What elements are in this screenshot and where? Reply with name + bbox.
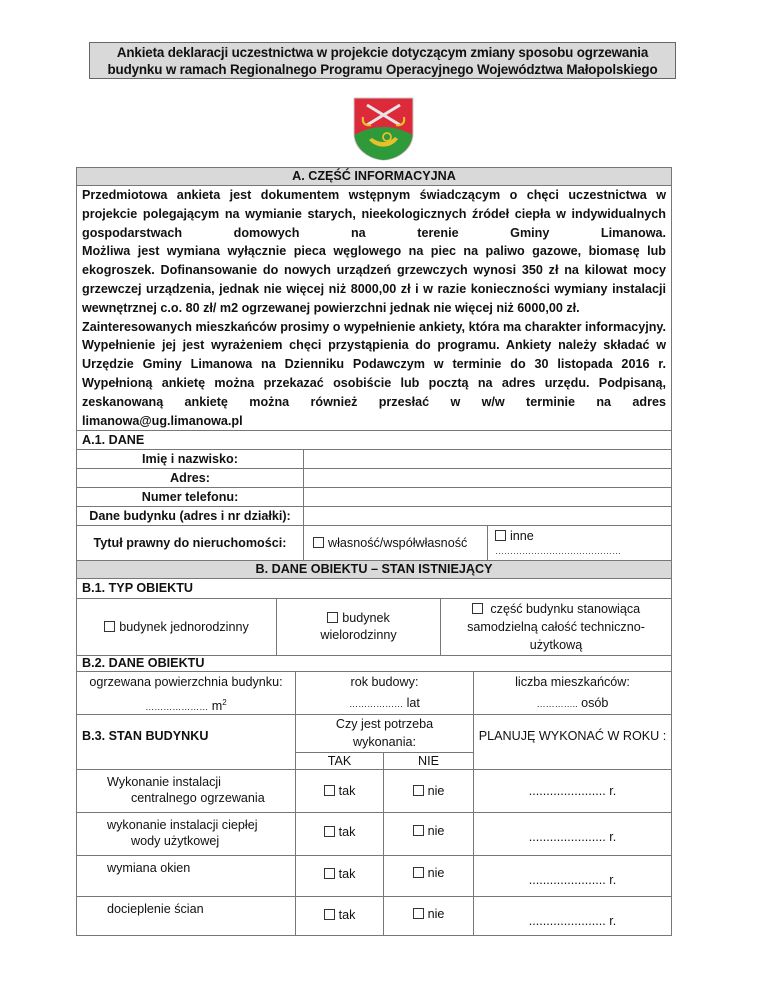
plan-year-input[interactable]: ...................... r. — [528, 873, 617, 887]
checkbox[interactable] — [104, 621, 115, 632]
unit: m — [211, 699, 223, 714]
no-option[interactable] — [384, 897, 473, 936]
section-b-header: B. DANE OBIEKTU – STAN ISTNIEJĄCY — [77, 561, 671, 578]
type-option-multi-family[interactable] — [277, 599, 440, 655]
heated-area-field[interactable] — [77, 672, 295, 714]
residents-field[interactable] — [474, 672, 671, 708]
info-paragraph — [77, 186, 671, 430]
para-1: Przedmiotowa ankieta jest dokumentem wstępnym świadczącym o chęci uczestnictwa w projekcie polegającym na wymianie starych, nieekologicznych źródeł ciepła w indywidualnych gospodarstwach domowych na terenie Gminy Limanowa. — [82, 188, 666, 240]
unit-superscript: 2 — [222, 698, 227, 707]
b3-header: B.3. STAN BUDYNKU — [82, 729, 209, 743]
checkbox[interactable] — [495, 530, 506, 541]
no-column-header: NIE — [418, 754, 439, 768]
residents-value[interactable]: ………….. — [536, 699, 578, 709]
para-2: Możliwa jest wymiana wyłącznie pieca węglowego na piec na paliwo gazowe, biomasę lub ekogroszek. Dofinansowanie do nowych urządzeń grzewczych wynosi 350 zł na kilowat mocy grzewczej urządzenia, jednak nie więcej niż 8000,00 zł i w razie konieczności wymiany instalacji wewnętrznej c.o. 80 zł/ m2 ogrzewanej powierzchni jednak nie więcej niż 6000,00 zł. — [82, 244, 666, 315]
checkbox[interactable] — [327, 612, 338, 623]
plan-year-input[interactable]: ...................... r. — [528, 914, 617, 928]
yes-option[interactable] — [296, 813, 383, 855]
coat-of-arms-icon — [353, 97, 414, 161]
no-label: nie — [427, 824, 445, 838]
unit: osób — [581, 696, 609, 710]
type-option-single-family[interactable] — [77, 599, 276, 655]
document-title — [89, 42, 676, 79]
yes-label: tak — [338, 908, 356, 922]
checkbox[interactable] — [324, 826, 335, 837]
legal-option-ownership[interactable] — [313, 526, 483, 560]
legal-option-other[interactable] — [495, 526, 670, 560]
yes-option[interactable] — [296, 770, 383, 812]
option-label-line1: część budynku stanowiąca — [490, 602, 641, 616]
no-label: nie — [427, 784, 445, 798]
building-input[interactable] — [304, 507, 671, 525]
option-label: budynek jednorodzinny — [119, 620, 249, 634]
yes-column-header: TAK — [327, 754, 352, 768]
build-year-label: rok budowy: — [350, 675, 419, 689]
need-header — [296, 715, 473, 749]
title-line-1: Ankieta deklaracji uczestnictwa w projekcie dotyczącym zmiany sposobu ogrzewania — [116, 45, 649, 60]
type-option-partial[interactable] — [441, 599, 671, 655]
option-label-line3: użytkową — [529, 638, 583, 652]
field-label-building: Dane budynku (adres i nr działki): — [89, 509, 291, 523]
unit: lat — [406, 696, 420, 710]
row-label-line1: wymiana okien — [107, 861, 191, 875]
checkbox[interactable] — [324, 785, 335, 796]
no-option[interactable] — [384, 770, 473, 812]
phone-input[interactable] — [304, 488, 671, 506]
option-label: inne — [510, 529, 534, 543]
yes-option[interactable] — [296, 856, 383, 896]
need-header-line1: Czy jest potrzeba — [335, 717, 434, 731]
field-label-phone: Numer telefonu: — [141, 490, 239, 504]
option-label: własność/współwłasność — [328, 536, 468, 550]
field-label-legal-title: Tytuł prawny do nieruchomości: — [93, 536, 287, 550]
plan-year-input[interactable]: ...................... r. — [528, 784, 617, 798]
para-3: Zainteresowanych mieszkańców prosimy o wypełnienie ankiety, która ma charakter informacyjny. Wypełnienie jej jest wyrażeniem chęci przystąpienia do programu. Ankiety należy składać w Urzędzie Gminy Limanowa na Dzienniku Podawczym w terminie do 30 listopada 2016 r. Wypełnioną ankietę można przekazać osobiście lub pocztą na adres urzędu. Podpisaną, zeskanowaną ankietę można również przesłać w w/w terminie na adres — [82, 319, 666, 409]
field-label-name: Imię i nazwisko: — [142, 452, 238, 466]
yes-label: tak — [338, 825, 356, 839]
contact-email[interactable]: limanowa@ug.limanowa.pl — [82, 413, 243, 428]
checkbox[interactable] — [324, 868, 335, 879]
b1-header: B.1. TYP OBIEKTU — [82, 581, 194, 595]
checkbox[interactable] — [413, 825, 424, 836]
checkbox[interactable] — [413, 908, 424, 919]
option-label-line2: samodzielną całość techniczno- — [467, 620, 645, 634]
yes-label: tak — [338, 867, 356, 881]
heated-area-label: ogrzewana powierzchnia budynku: — [89, 675, 283, 689]
table-row-heating — [77, 770, 295, 812]
checkbox[interactable] — [472, 603, 483, 614]
title-line-2: budynku w ramach Regionalnego Programu Operacyjnego Województwa Małopolskiego — [107, 62, 658, 77]
b2-header: B.2. DANE OBIEKTU — [82, 656, 205, 670]
plan-year-header: PLANUJĘ WYKONAĆ W ROKU : — [478, 729, 667, 743]
other-fill-dots[interactable]: …………………………………… — [495, 546, 621, 556]
row-label-line1: wykonanie instalacji ciepłej — [107, 818, 258, 832]
no-label: nie — [427, 866, 445, 880]
option-label-line2: wielorodzinny — [320, 628, 397, 642]
section-a-header: A. CZĘŚĆ INFORMACYJNA — [77, 168, 671, 185]
residents-label: liczba mieszkańców: — [515, 675, 630, 689]
yes-label: tak — [338, 784, 356, 798]
no-option[interactable] — [384, 813, 473, 855]
no-label: nie — [427, 907, 445, 921]
build-year-value[interactable]: ……………… — [349, 699, 404, 709]
checkbox[interactable] — [413, 867, 424, 878]
row-label-line2: wody użytkowej — [131, 834, 220, 848]
checkbox[interactable] — [313, 537, 324, 548]
table-row-wall-insulation — [77, 897, 295, 936]
table-row-windows — [77, 856, 295, 896]
address-input[interactable] — [304, 469, 671, 487]
row-label-line1: Wykonanie instalacji — [107, 775, 221, 789]
checkbox[interactable] — [324, 909, 335, 920]
plan-year-input[interactable]: ...................... r. — [528, 830, 617, 844]
option-label-line1: budynek — [342, 611, 390, 625]
name-input[interactable] — [304, 450, 671, 468]
field-label-address: Adres: — [170, 471, 210, 485]
table-row-hot-water — [77, 813, 295, 855]
checkbox[interactable] — [413, 785, 424, 796]
row-label-line1: docieplenie ścian — [107, 902, 204, 916]
yes-option[interactable] — [296, 897, 383, 936]
build-year-field[interactable] — [296, 672, 473, 708]
heated-area-value[interactable]: ………………… — [145, 702, 209, 713]
need-header-line2: wykonania: — [352, 735, 416, 749]
row-label-line2: centralnego ogrzewania — [131, 791, 265, 805]
no-option[interactable] — [384, 856, 473, 896]
a1-header: A.1. DANE — [82, 433, 145, 447]
